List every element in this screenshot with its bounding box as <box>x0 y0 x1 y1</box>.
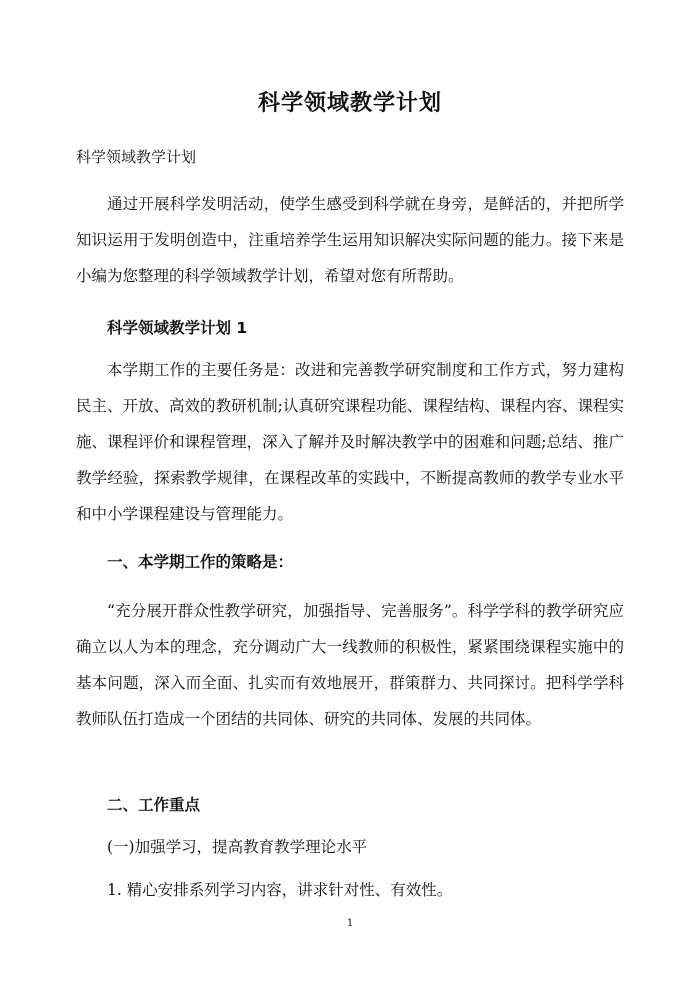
document-subtitle: 科学领域教学计划 <box>76 148 197 166</box>
strategy-heading: 一、本学期工作的策略是： <box>107 553 294 571</box>
focus-subheading: (一)加强学习，提高教育教学理论水平 <box>107 838 368 856</box>
page-number: 1 <box>346 918 354 929</box>
strategy-paragraph: “充分展开群众性教学研究，加强指导、完善服务”。科学学科的教学研究应确立以人为本的理念，充分调动广大一线教师的积极性，紧紧围绕课程实施中的基本问题，深入而全面、扎实而有效地展开，群策群力、共同探讨。把科学学科教师队伍打造成一个团结的共同体、研究的共同体、发展的共同体。 <box>76 602 624 728</box>
section1-paragraph: 本学期工作的主要任务是：改进和完善教学研究制度和工作方式，努力建构民主、开放、高效的教研机制;认真研究课程功能、课程结构、课程内容、课程实施、课程评价和课程管理，深入了解并及时解决教学中的困难和问题;总结、推广教学经验，探索教学规律，在课程改革的实践中，不断提高教师的教学专业水平和中小学课程建设与管理能力。 <box>76 361 624 523</box>
document-title: 科学领域教学计划 <box>257 91 442 116</box>
focus-item-1: 1. 精心安排系列学习内容，讲求针对性、有效性。 <box>107 881 453 899</box>
focus-heading: 二、工作重点 <box>107 796 201 814</box>
section1-title: 科学领域教学计划 1 <box>107 319 248 337</box>
intro-paragraph: 通过开展科学发明活动，使学生感受到科学就在身旁，是鲜活的，并把所学知识运用于发明创造中，注重培养学生运用知识解决实际问题的能力。接下来是小编为您整理的科学领域教学计划，希望对您有所帮助。 <box>76 195 624 285</box>
